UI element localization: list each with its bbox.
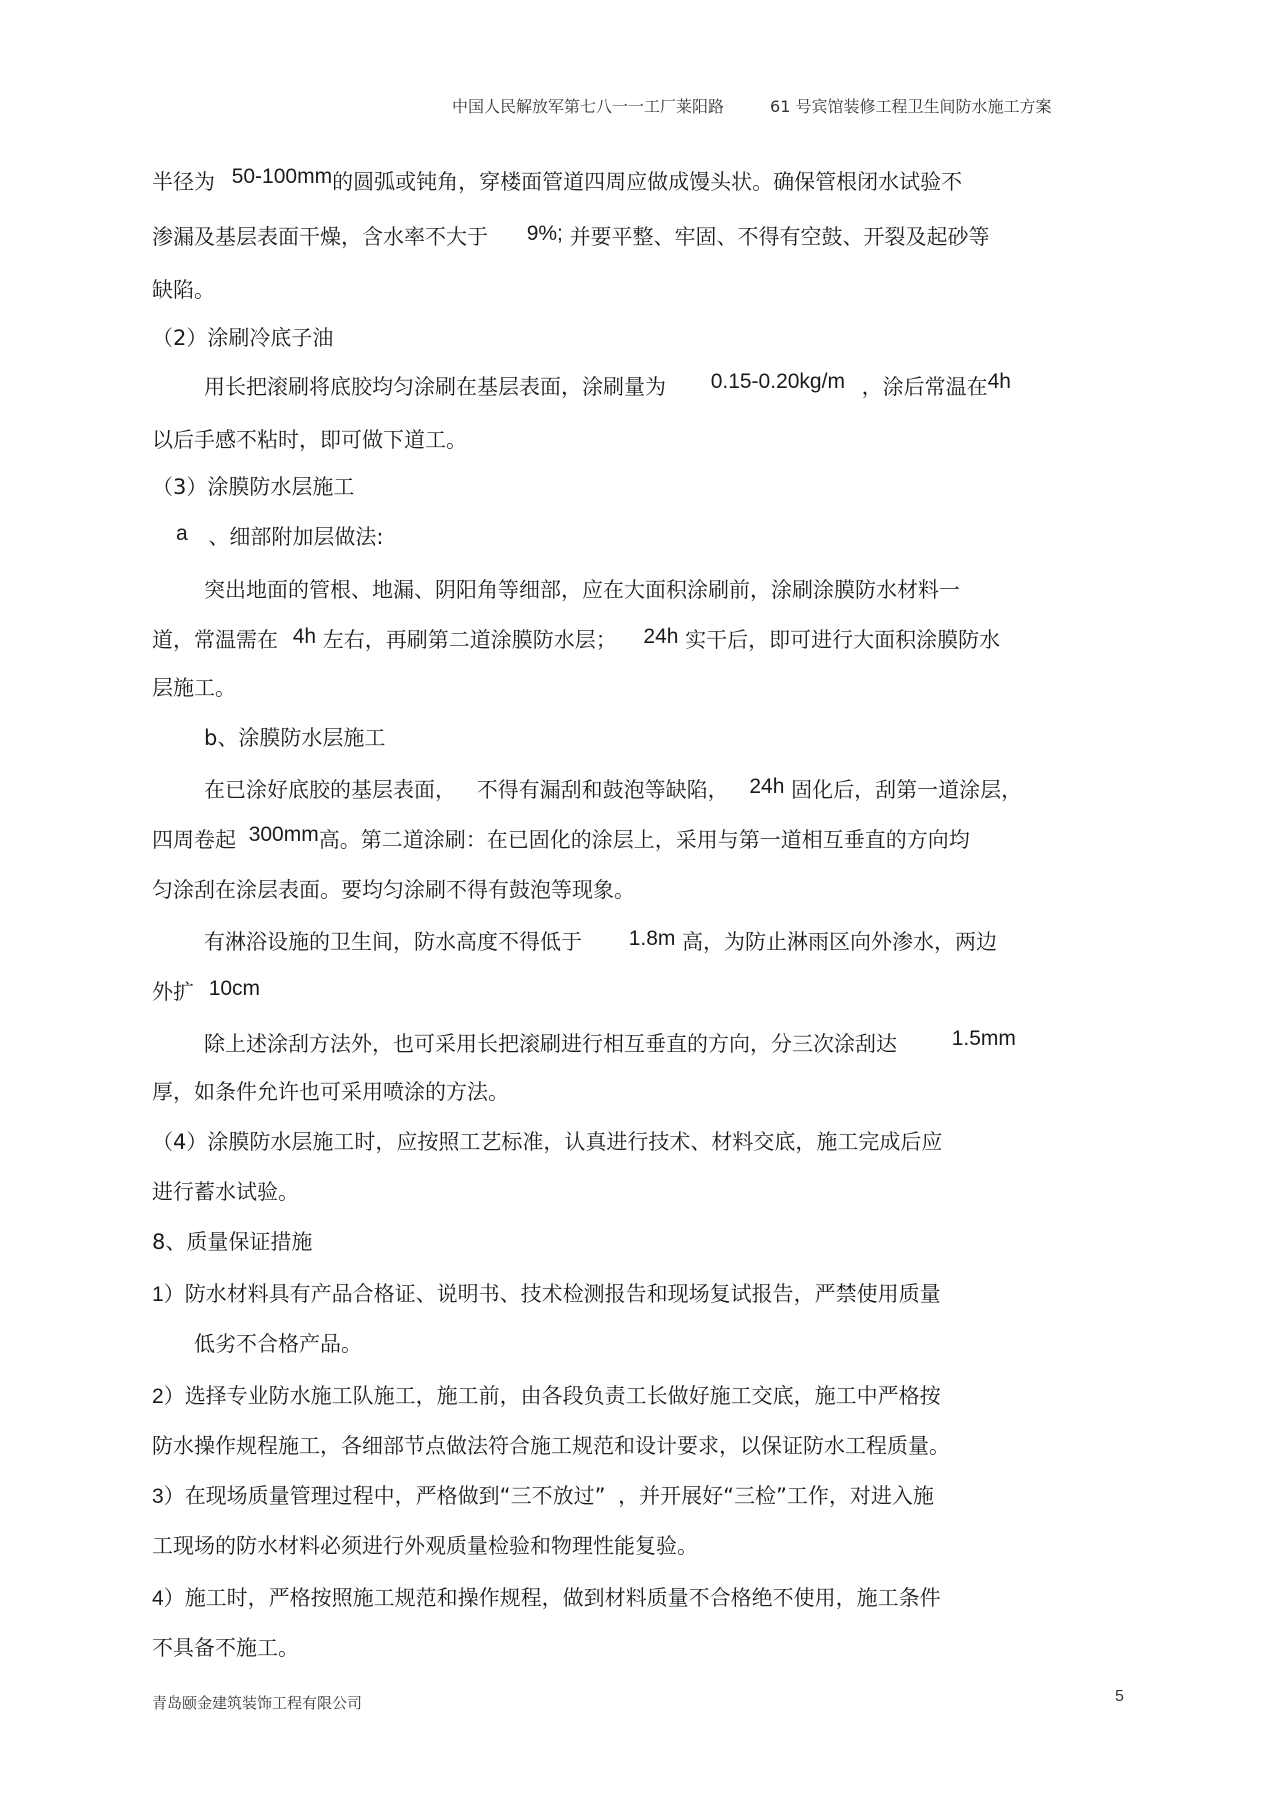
text-span: 固化后，刮第一道涂层， bbox=[791, 778, 1023, 802]
list-marker: 2） bbox=[152, 1385, 185, 1408]
list-marker: 3） bbox=[152, 1485, 185, 1508]
list-item bbox=[152, 1482, 934, 1511]
text-line bbox=[204, 928, 997, 957]
number-span: 24h bbox=[643, 625, 679, 648]
text-span: 有淋浴设施的卫生间，防水高度不得低于 bbox=[204, 930, 582, 954]
number-span: 1.8m bbox=[628, 927, 676, 950]
number-span: 4h bbox=[987, 370, 1011, 393]
text-line: 低劣不合格产品。 bbox=[194, 1332, 362, 1356]
number-span: 300mm bbox=[248, 823, 319, 846]
text-line bbox=[152, 823, 970, 855]
text-span: 选择专业防水施工队施工，施工前，由各段负责工长做好施工交底，施工中严格按 bbox=[184, 1384, 941, 1408]
number-span: 50-100mm bbox=[231, 165, 333, 188]
list-marker: 1） bbox=[152, 1283, 185, 1306]
number-span: 0.15-0.20kg/m bbox=[710, 370, 845, 393]
text-span: 在现场质量管理过程中，严格做到“三不放过” bbox=[184, 1484, 606, 1508]
text-span: 不得有漏刮和鼓泡等缺陷， bbox=[476, 778, 729, 802]
number-span: 10cm bbox=[208, 977, 261, 1000]
text-span: 施工时，严格按照施工规范和操作规程，做到材料质量不合格绝不使用，施工条件 bbox=[184, 1586, 941, 1610]
text-line bbox=[152, 626, 1000, 655]
header-org: 中国人民解放军第七八一一工厂莱阳路 bbox=[452, 97, 725, 116]
text-line bbox=[204, 370, 1011, 402]
text-line: 防水操作规程施工，各细部节点做法符合施工规范和设计要求，以保证防水工程质量。 bbox=[152, 1434, 950, 1458]
section-heading: （2）涂刷冷底子油 bbox=[152, 326, 334, 350]
text-line bbox=[152, 978, 260, 1007]
text-span: 渗漏及基层表面干燥，含水率不大于 bbox=[152, 225, 488, 249]
text-line: 不具备不施工。 bbox=[152, 1636, 299, 1660]
text-span: 除上述涂刮方法外，也可采用长把滚刷进行相互垂直的方向，分三次涂刮达 bbox=[204, 1032, 897, 1056]
text-span: 道，常温需在 bbox=[152, 628, 278, 652]
text-span: 四周卷起 bbox=[152, 828, 236, 852]
footer-company: 青岛颐金建筑装饰工程有限公司 bbox=[152, 1694, 363, 1712]
section-heading: （3）涂膜防水层施工 bbox=[152, 475, 355, 499]
text-line: 突出地面的管根、地漏、阴阳角等细部，应在大面积涂刷前，涂刷涂膜防水材料一 bbox=[204, 578, 960, 602]
text-span: 用长把滚刷将底胶均匀涂刷在基层表面，涂刷量为 bbox=[204, 375, 666, 399]
number-span: 9%; bbox=[526, 222, 563, 245]
text-span: 左右，再刷第二道涂膜防水层； bbox=[322, 628, 617, 652]
text-line bbox=[152, 165, 963, 197]
list-marker: 4） bbox=[152, 1587, 185, 1610]
text-span: 、细部附加层做法: bbox=[208, 525, 384, 549]
text-span: ，涂后常温在 bbox=[861, 375, 988, 399]
number-span: 24h bbox=[749, 775, 785, 798]
text-span: ，并开展好“三检”工作，对进入施 bbox=[618, 1484, 934, 1508]
text-line bbox=[204, 1027, 1016, 1059]
text-line: 工现场的防水材料必须进行外观质量检验和物理性能复验。 bbox=[152, 1534, 698, 1558]
text-line: 匀涂刮在涂层表面。要均匀涂刷不得有鼓泡等现象。 bbox=[152, 878, 635, 902]
section-heading: b、涂膜防水层施工 bbox=[204, 726, 386, 750]
text-line: 进行蓄水试验。 bbox=[152, 1180, 299, 1204]
page-number: 5 bbox=[1115, 1688, 1124, 1705]
number-span: a bbox=[176, 522, 188, 545]
text-line bbox=[204, 776, 1022, 805]
text-line: 以后手感不粘时，即可做下道工。 bbox=[152, 428, 467, 452]
text-span: 在已涂好底胶的基层表面， bbox=[204, 778, 456, 802]
text-line bbox=[176, 523, 383, 552]
text-span: 实干后，即可进行大面积涂膜防水 bbox=[685, 628, 1001, 652]
text-span: 高。第二道涂刷：在已固化的涂层上，采用与第一道相互垂直的方向均 bbox=[318, 828, 970, 852]
text-line: （4）涂膜防水层施工时，应按照工艺标准，认真进行技术、材料交底，施工完成后应 bbox=[152, 1130, 943, 1154]
text-span: 并要平整、牢固、不得有空鼓、开裂及起砂等 bbox=[569, 225, 990, 249]
text-span: 外扩 bbox=[152, 980, 194, 1004]
text-line bbox=[152, 223, 990, 252]
number-span: 1.5mm bbox=[951, 1027, 1016, 1050]
text-line: 层施工。 bbox=[152, 676, 236, 700]
list-item bbox=[152, 1382, 941, 1411]
text-line: 缺陷。 bbox=[152, 278, 215, 302]
text-span: 高，为防止淋雨区向外渗水，两边 bbox=[682, 930, 998, 954]
page-header bbox=[452, 94, 1051, 117]
list-item bbox=[152, 1584, 941, 1613]
number-span: 4h bbox=[292, 625, 317, 648]
text-span: 的圆弧或钝角，穿楼面管道四周应做成馒头状。确保管根闭水试验不 bbox=[332, 170, 963, 194]
header-title: 61 号宾馆装修工程卫生间防水施工方案 bbox=[770, 97, 1052, 116]
section-heading: 8、质量保证措施 bbox=[152, 1230, 313, 1254]
text-span: 防水材料具有产品合格证、说明书、技术检测报告和现场复试报告，严禁使用质量 bbox=[184, 1282, 941, 1306]
list-item bbox=[152, 1280, 941, 1309]
text-span: 半径为 bbox=[152, 170, 215, 194]
text-line: 厚，如条件允许也可采用喷涂的方法。 bbox=[152, 1080, 509, 1104]
